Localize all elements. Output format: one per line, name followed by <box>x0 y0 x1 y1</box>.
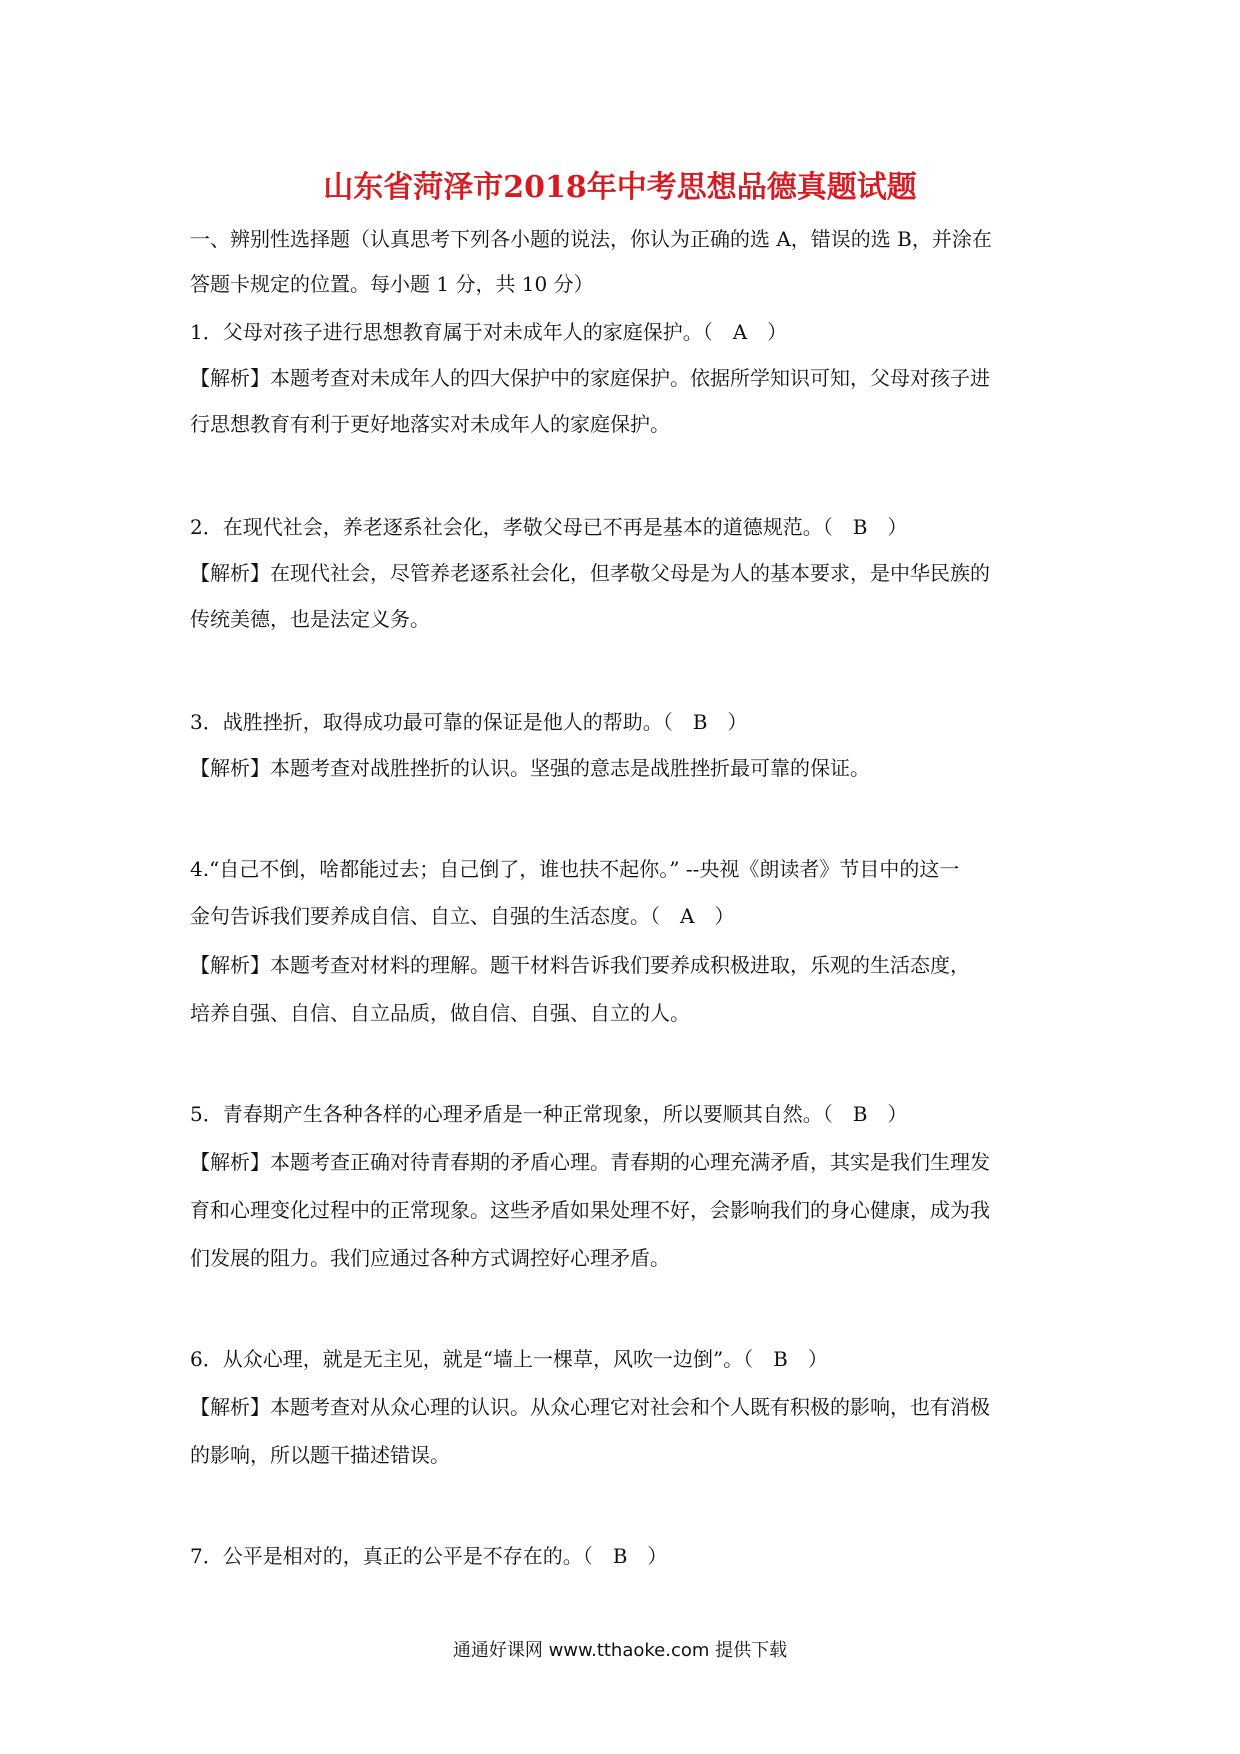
document-title: 山东省菏泽市2018年中考思想品德真题试题 <box>323 170 917 205</box>
question-7: 7．公平是相对的，真正的公平是不存在的。（ B ） <box>190 1544 668 1568</box>
analysis-5-line-1: 【解析】本题考查正确对待青春期的矛盾心理。青春期的心理充满矛盾，其实是我们生理发 <box>190 1150 990 1174</box>
analysis-6-line-2: 的影响，所以题干描述错误。 <box>190 1443 450 1467</box>
question-2: 2．在现代社会，养老逐系社会化，孝敬父母已不再是基本的道德规范。（ B ） <box>190 515 908 539</box>
analysis-5-line-3: 们发展的阻力。我们应通过各种方式调控好心理矛盾。 <box>190 1246 670 1270</box>
question-4-line-2: 金句告诉我们要养成自信、自立、自强的生活态度。（ A ） <box>190 904 735 928</box>
analysis-4-line-2: 培养自强、自信、自立品质，做自信、自强、自立的人。 <box>190 1001 690 1025</box>
question-5: 5．青春期产生各种各样的心理矛盾是一种正常现象，所以要顺其自然。（ B ） <box>190 1102 908 1126</box>
analysis-4-line-1: 【解析】本题考查对材料的理解。题干材料告诉我们要养成积极进取，乐观的生活态度， <box>190 953 970 977</box>
section-intro-line-2: 答题卡规定的位置。每小题 1 分，共 10 分） <box>190 272 594 296</box>
analysis-3-line-1: 【解析】本题考查对战胜挫折的认识。坚强的意志是战胜挫折最可靠的保证。 <box>190 756 870 780</box>
question-3: 3．战胜挫折，取得成功最可靠的保证是他人的帮助。（ B ） <box>190 710 748 734</box>
download-footer: 通通好课网 www.tthaoke.com 提供下载 <box>452 1640 788 1661</box>
analysis-5-line-2: 育和心理变化过程中的正常现象。这些矛盾如果处理不好，会影响我们的身心健康，成为我 <box>190 1198 990 1222</box>
analysis-6-line-1: 【解析】本题考查对从众心理的认识。从众心理它对社会和个人既有积极的影响，也有消极 <box>190 1395 990 1419</box>
analysis-1-line-2: 行思想教育有利于更好地落实对未成年人的家庭保护。 <box>190 412 670 436</box>
question-4-line-1: 4.“自己不倒，啥都能过去；自己倒了，谁也扶不起你。” --央视《朗读者》节目中的这一 <box>190 857 960 881</box>
analysis-2-line-1: 【解析】在现代社会，尽管养老逐系社会化，但孝敬父母是为人的基本要求，是中华民族的 <box>190 561 990 585</box>
analysis-2-line-2: 传统美德，也是法定义务。 <box>190 607 430 631</box>
question-6: 6．从众心理，就是无主见，就是“墙上一棵草，风吹一边倒”。（ B ） <box>190 1347 828 1371</box>
analysis-1-line-1: 【解析】本题考查对未成年人的四大保护中的家庭保护。依据所学知识可知，父母对孩子进 <box>190 366 990 390</box>
section-intro-line-1: 一、辨别性选择题（认真思考下列各小题的说法，你认为正确的选 A，错误的选 B，并涂在 <box>190 227 992 251</box>
question-1: 1．父母对孩子进行思想教育属于对未成年人的家庭保护。（ A ） <box>190 320 788 344</box>
